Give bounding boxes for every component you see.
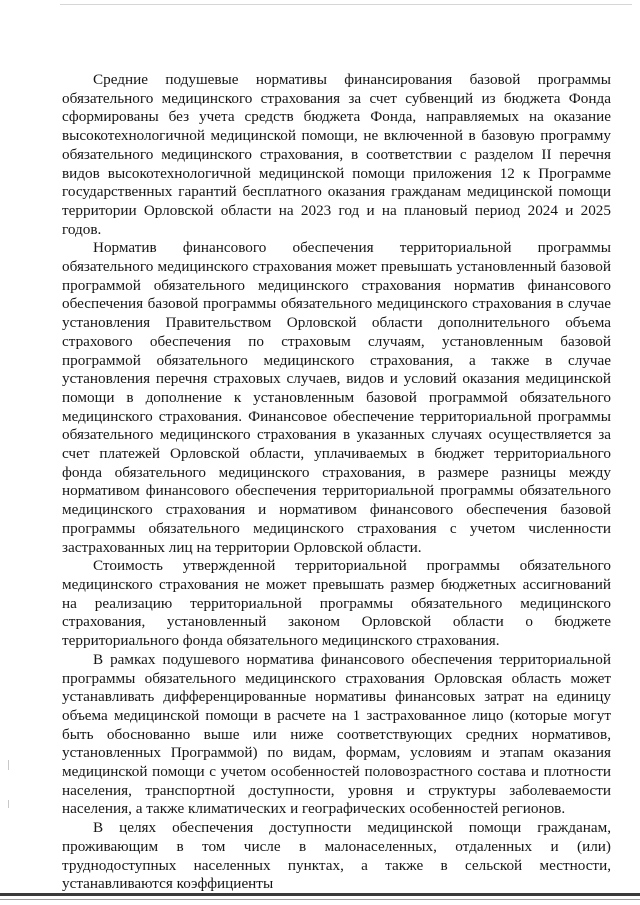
paragraph: Средние подушевые нормативы финансирования базовой программы обязательного медицинского страхования за счет субвенций из бюджета Фонда сформированы без учета средств бюджета Фонда, направляемых на оказание высокотехнологичной медицинской помощи, не включенной в базовую программу обязательного медицинского страхования, в соответствии с разделом II перечня видов высокотехнологичной медицинской помощи приложения 12 к Программе государственных гарантий бесплатного оказания гражданам медицинской помощи территории Орловской области на 2023 год и на плановый период 2024 и 2025 годов. bbox=[62, 71, 611, 238]
paragraph: В целях обеспечения доступности медицинской помощи гражданам, проживающим в том числе в малонаселенных, отдаленных и (или) труднодоступных населенных пунктах, а также в сельской местности, устанавливаются коэффициенты bbox=[62, 819, 611, 893]
document-body bbox=[62, 71, 611, 894]
scan-top-edge bbox=[60, 4, 632, 5]
scan-bottom-edge bbox=[0, 893, 640, 896]
paragraph: Стоимость утвержденной территориальной программы обязательного медицинского страхования не может превышать размер бюджетных ассигнований на реализацию территориальной программы обязательного медицинского страхования, установленный законом Орловской области о бюджете территориального фонда обязательного медицинского страхования. bbox=[62, 557, 611, 650]
paragraph: Норматив финансового обеспечения территориальной программы обязательного медицинского страхования может превышать установленный базовой программой обязательного медицинского страхования норматив финансового обеспечения базовой программы обязательного медицинского страхования в случае установления Правительством Орловской области дополнительного объема страхового обеспечения по страховым случаям, установленным базовой программой обязательного медицинского страхования, а также в случае установления перечня страховых случаев, видов и условий оказания медицинской помощи в дополнение к установленным базовой программой обязательного медицинского страхования. Финансовое обеспечение территориальной программы обязательного медицинского страхования в указанных случаях осуществляется за счет платежей Орловской области, уплачиваемых в бюджет территориального фонда обязательного медицинского страхования, в размере разницы между нормативом финансового обеспечения территориальной программы обязательного медицинского страхования и нормативом финансового обеспечения базовой программы обязательного медицинского страхования с учетом численности застрахованных лиц на территории Орловской области. bbox=[62, 239, 611, 556]
paragraph: В рамках подушевого норматива финансового обеспечения территориальной программы обязательного медицинского страхования Орловская область может устанавливать дифференцированные нормативы финансовых затрат на единицу объема медицинской помощи в расчете на 1 застрахованное лицо (которые могут быть обоснованно выше или ниже соответствующих средних нормативов, установленных Программой) по видам, формам, условиям и этапам оказания медицинской помощи с учетом особенностей половозрастного состава и плотности населения, транспортной доступности, уровня и структуры заболеваемости населения, а также климатических и географических особенностей регионов. bbox=[62, 650, 611, 818]
scan-bottom-edge-thin bbox=[0, 899, 640, 900]
scan-margin-mark bbox=[8, 760, 9, 770]
scan-margin-mark bbox=[8, 800, 9, 808]
